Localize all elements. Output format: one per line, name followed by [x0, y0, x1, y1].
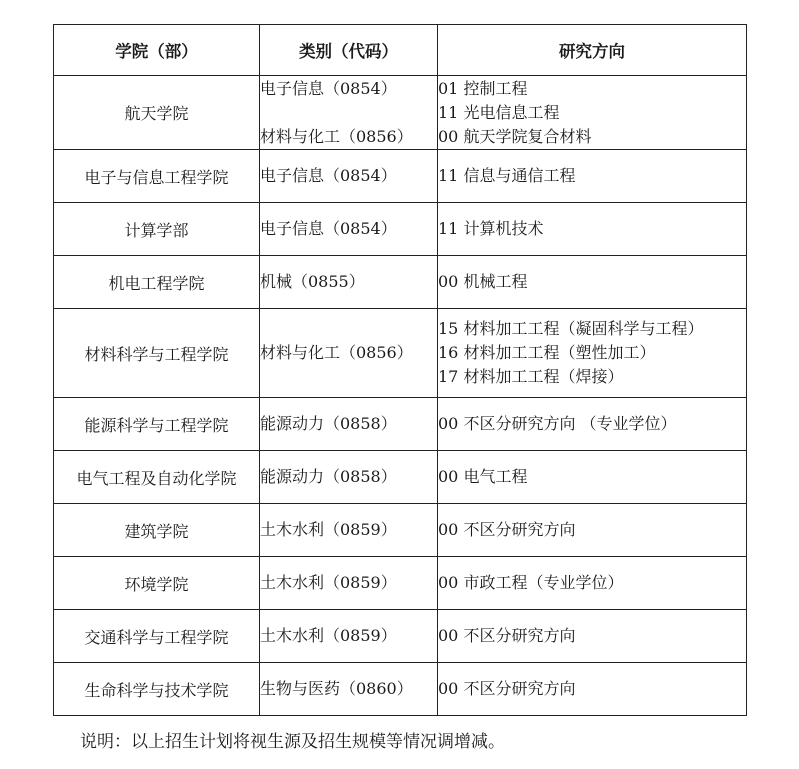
category-line: 机械（0855）	[260, 272, 365, 291]
category-line: 电子信息（0854）	[260, 166, 397, 185]
college-cell: 材料科学与工程学院	[54, 309, 260, 398]
category-cell	[260, 398, 438, 451]
direction-line: 11 信息与通信工程	[438, 166, 576, 185]
category-line: 电子信息（0854）	[260, 78, 397, 98]
category-cell	[260, 76, 438, 150]
category-cell	[260, 150, 438, 203]
footnote: 说明：以上招生计划将视生源及招生规模等情况调增减。	[80, 732, 505, 752]
direction-cell	[438, 203, 747, 256]
college-cell: 能源科学与工程学院	[54, 398, 260, 451]
college-cell: 计算学部	[54, 203, 260, 256]
category-line: 土木水利（0859）	[260, 573, 397, 592]
direction-cell	[438, 663, 747, 716]
category-cell	[260, 203, 438, 256]
table-row	[54, 256, 747, 309]
direction-cell	[438, 150, 747, 203]
enrollment-table	[53, 24, 747, 716]
header-direction: 研究方向	[438, 25, 747, 76]
table-row	[54, 504, 747, 557]
category-cell	[260, 557, 438, 610]
direction-line: 00 市政工程（专业学位）	[438, 573, 624, 592]
category-line: 电子信息（0854）	[260, 219, 397, 238]
college-cell: 建筑学院	[54, 504, 260, 557]
table-row	[54, 557, 747, 610]
header-row	[54, 25, 747, 76]
direction-cell	[438, 398, 747, 451]
direction-line: 00 不区分研究方向 （专业学位）	[438, 414, 677, 433]
direction-cell	[438, 504, 747, 557]
category-cell	[260, 663, 438, 716]
direction-cell	[438, 309, 747, 398]
direction-line: 17 材料加工工程（焊接）	[438, 367, 624, 386]
direction-line: 11 计算机技术	[438, 219, 544, 238]
table-row	[54, 309, 747, 398]
direction-cell	[438, 256, 747, 309]
category-line: 能源动力（0858）	[260, 467, 397, 486]
header-college: 学院（部）	[54, 25, 260, 76]
category-line: 材料与化工（0856）	[260, 343, 413, 362]
category-line: 材料与化工（0856）	[260, 126, 413, 146]
college-cell: 生命科学与技术学院	[54, 663, 260, 716]
category-line: 土木水利（0859）	[260, 626, 397, 645]
category-cell	[260, 309, 438, 398]
direction-line: 00 不区分研究方向	[438, 626, 576, 645]
college-cell: 机电工程学院	[54, 256, 260, 309]
college-cell: 航天学院	[54, 76, 260, 150]
table-row	[54, 203, 747, 256]
category-line: 能源动力（0858）	[260, 414, 397, 433]
direction-cell	[438, 451, 747, 504]
table-row	[54, 610, 747, 663]
category-line: 生物与医药（0860）	[260, 679, 413, 698]
direction-line: 16 材料加工工程（塑性加工）	[438, 343, 656, 362]
college-cell: 电子与信息工程学院	[54, 150, 260, 203]
table-row	[54, 451, 747, 504]
category-cell	[260, 451, 438, 504]
category-cell	[260, 504, 438, 557]
direction-line: 01 控制工程	[438, 78, 528, 98]
direction-line: 00 不区分研究方向	[438, 679, 576, 698]
direction-line: 11 光电信息工程	[438, 102, 560, 122]
table-row	[54, 150, 747, 203]
college-cell: 电气工程及自动化学院	[54, 451, 260, 504]
direction-cell	[438, 76, 747, 150]
table-row	[54, 76, 747, 150]
direction-line: 00 电气工程	[438, 467, 528, 486]
header-category: 类别（代码）	[260, 25, 438, 76]
direction-cell	[438, 610, 747, 663]
college-cell: 交通科学与工程学院	[54, 610, 260, 663]
table-row	[54, 398, 747, 451]
direction-line: 00 航天学院复合材料	[438, 126, 592, 146]
category-line: 土木水利（0859）	[260, 520, 397, 539]
direction-cell	[438, 557, 747, 610]
table-row	[54, 663, 747, 716]
category-cell	[260, 256, 438, 309]
college-cell: 环境学院	[54, 557, 260, 610]
direction-line: 15 材料加工工程（凝固科学与工程）	[438, 319, 704, 338]
direction-line: 00 机械工程	[438, 272, 528, 291]
category-cell	[260, 610, 438, 663]
direction-line: 00 不区分研究方向	[438, 520, 576, 539]
